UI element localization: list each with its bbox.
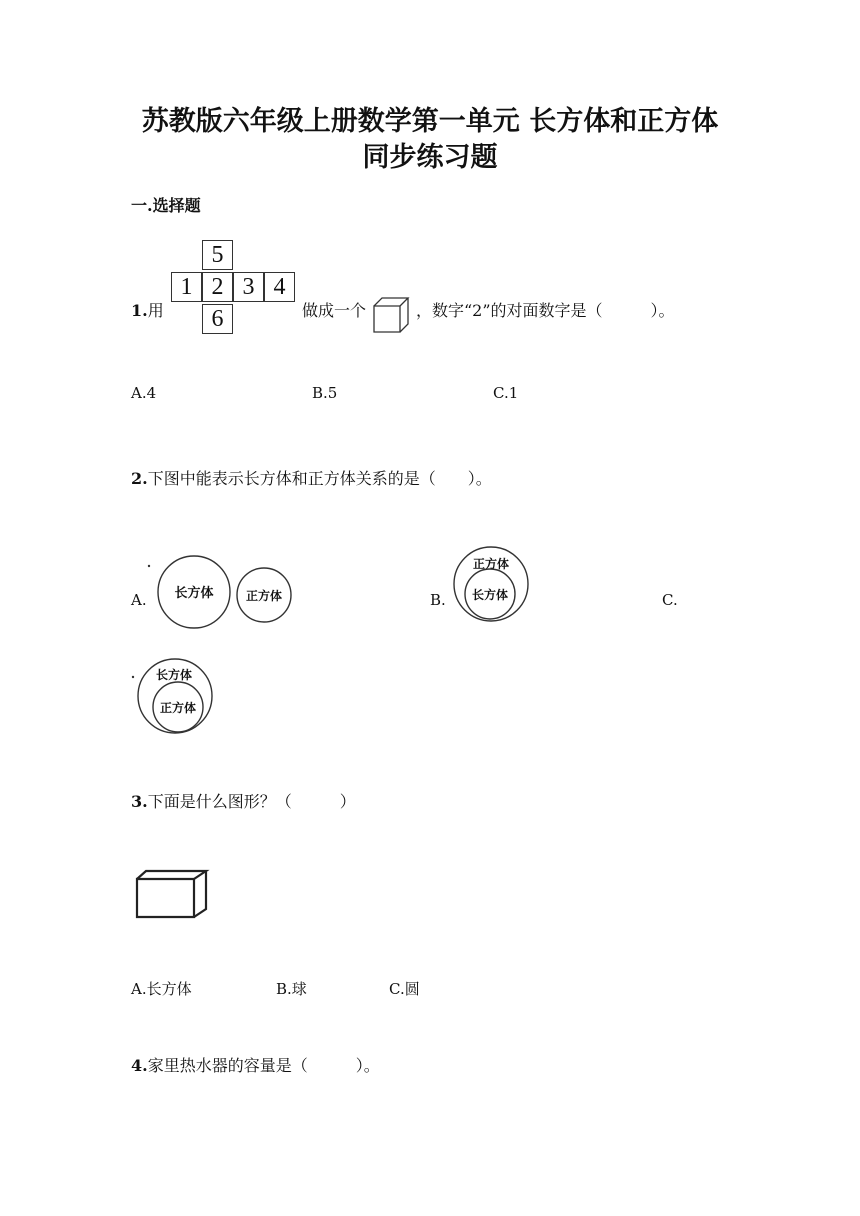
net-cell-row-2: 2	[202, 272, 233, 302]
q3-option-b: B.球	[276, 980, 307, 998]
q2-option-b-diagram	[448, 544, 534, 624]
question-4-number: 4.	[131, 1056, 148, 1075]
question-1-prefix	[131, 298, 164, 321]
cuboid-figure	[134, 868, 210, 920]
question-3-text: 下面是什么图形？（ ）	[147, 792, 356, 811]
question-3-number: 3.	[131, 792, 148, 811]
q2-a-cube-label: 正方体	[245, 589, 283, 603]
q2-c-cube-label: 正方体	[159, 701, 197, 715]
q2-b-cuboid-label: 长方体	[471, 588, 509, 602]
net-cell-row-1: 1	[171, 272, 202, 302]
q3-option-c: C.圆	[389, 980, 420, 998]
page-subtitle: 同步练习题	[362, 142, 498, 173]
net-cell-top: 5	[202, 240, 233, 270]
q1-option-a: A.4	[131, 384, 157, 402]
q3-option-a: A.长方体	[131, 980, 192, 998]
question-4	[131, 1053, 380, 1076]
q2-option-a-diagram	[146, 552, 296, 630]
question-3	[131, 789, 356, 812]
net-cell-row-4: 4	[264, 272, 295, 302]
question-4-text: 家里热水器的容量是（ ）。	[147, 1056, 380, 1075]
q2-b-cube-label: 正方体	[472, 557, 510, 571]
question-2-number: 2.	[131, 469, 148, 488]
q1-option-c: C.1	[493, 384, 519, 402]
q2-a-cuboid-label: 长方体	[174, 586, 214, 601]
q2-option-c-diagram	[128, 656, 218, 738]
net-cell-bottom: 6	[202, 304, 233, 334]
q2-option-b-label: B.	[430, 591, 446, 609]
page-title: 苏教版六年级上册数学第一单元 长方体和正方体	[141, 106, 719, 137]
q1-option-b: B.5	[312, 384, 338, 402]
question-1-number: 1.	[131, 301, 148, 320]
net-cell-row-3: 3	[233, 272, 264, 302]
q2-option-c-label: C.	[662, 591, 678, 609]
question-2-text: 下图中能表示长方体和正方体关系的是（ ）。	[147, 469, 492, 488]
question-2	[131, 466, 492, 489]
q2-c-cuboid-label: 长方体	[155, 668, 193, 682]
q2-option-a-label: A.	[131, 591, 147, 609]
question-1-text-middle: 做成一个	[302, 301, 367, 320]
cube-icon	[372, 296, 412, 334]
cube-net-figure	[171, 240, 297, 336]
question-1-text-after: ，数字“2”的对面数字是（ ）。	[416, 301, 675, 320]
question-1-text-before: 用	[147, 301, 164, 320]
section-heading: 一.选择题	[131, 196, 201, 215]
